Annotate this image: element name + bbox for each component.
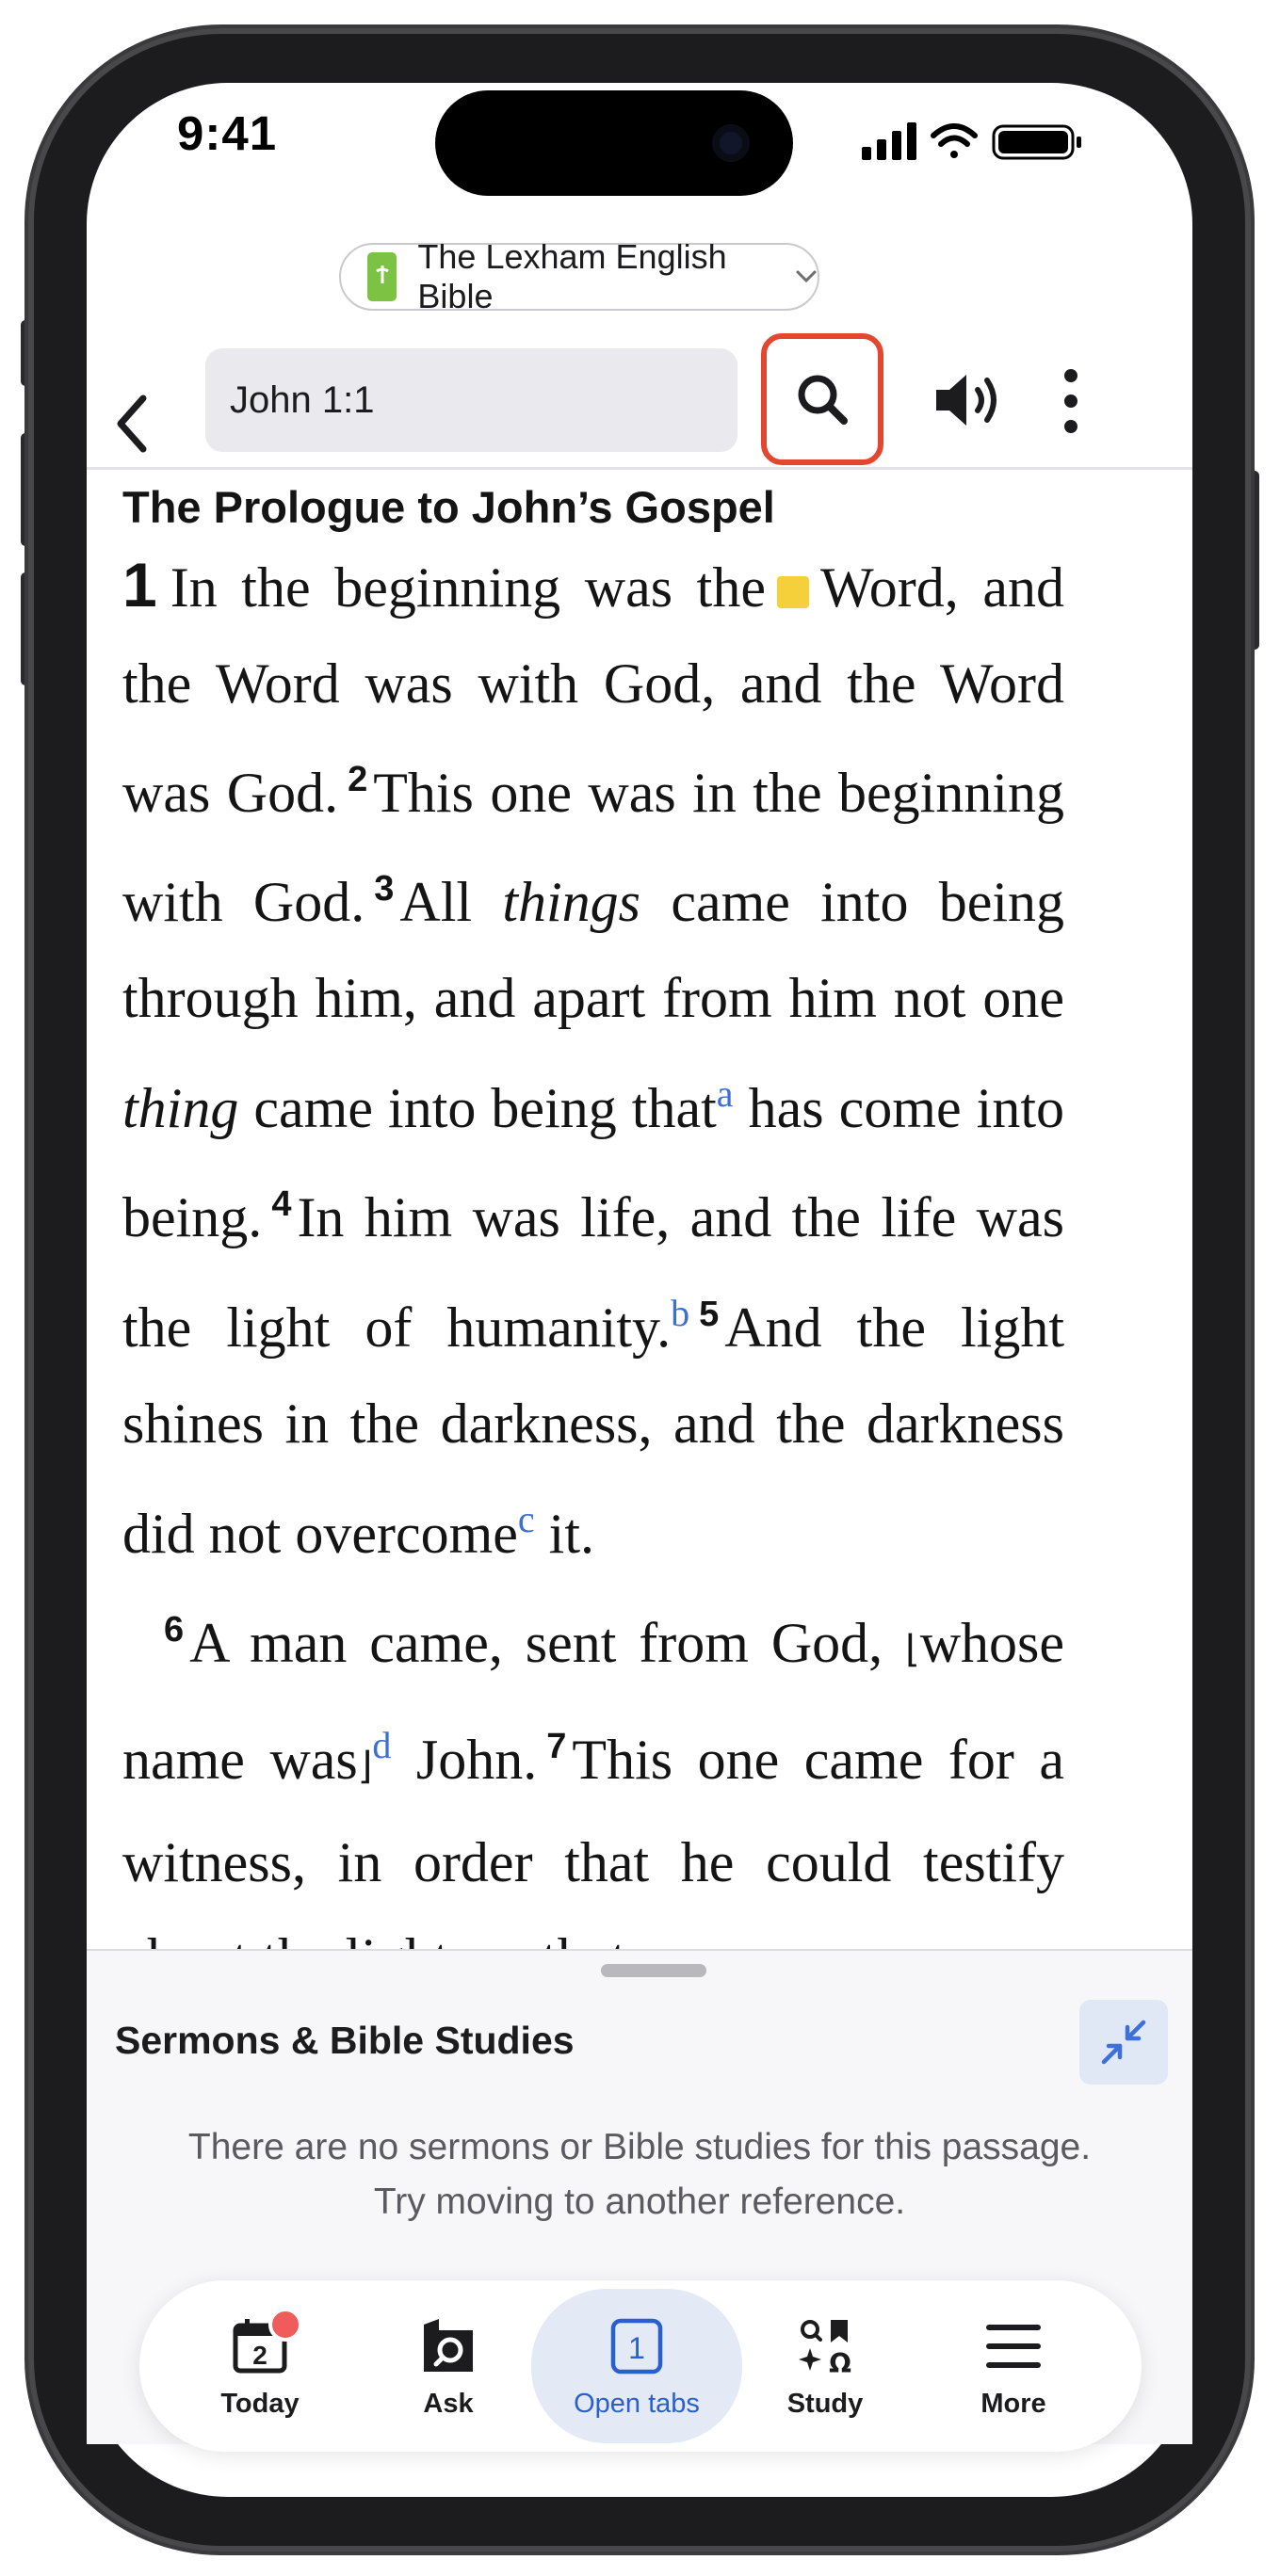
camera-icon: [712, 124, 750, 162]
search-icon: [793, 370, 851, 428]
empty-message-line: Try moving to another reference.: [373, 2182, 906, 2222]
empty-message: [87, 2120, 1192, 2230]
verse-3-text-cont[interactable]: came into being that: [253, 1077, 717, 1139]
screen: [87, 83, 1192, 2497]
note-icon[interactable]: [777, 576, 809, 608]
tab-bar: [139, 2280, 1142, 2452]
search-button[interactable]: [761, 333, 883, 465]
footnote-b-link[interactable]: b: [671, 1292, 690, 1334]
verse-6-text[interactable]: A man came, sent from God,: [189, 1612, 883, 1674]
verse-3-text[interactable]: All: [399, 871, 473, 933]
verse-number: 3: [374, 869, 395, 909]
verse-number: 4: [271, 1184, 292, 1224]
phone-frame: [28, 28, 1251, 2552]
panel-title: Sermons & Bible Studies: [115, 2019, 575, 2062]
verse-6-text-cont[interactable]: whose name was: [122, 1612, 1064, 1791]
panel-grabber[interactable]: [601, 1964, 706, 1977]
verse-3-text-end[interactable]: has come into being.: [122, 1077, 1064, 1248]
audio-button[interactable]: [932, 369, 1008, 431]
speaker-icon: [936, 375, 966, 426]
paragraph-1: [122, 537, 1064, 1582]
chapter-number: 1: [122, 550, 157, 620]
bible-passage: [122, 478, 1064, 1921]
verse-number: 5: [699, 1295, 720, 1334]
verse-6-text-end[interactable]: John.: [415, 1729, 538, 1791]
cellular-signal-icon: [862, 122, 916, 160]
status-icons: [862, 121, 1097, 162]
verse-1-text-cont[interactable]: Word, and the Word was with God, and the Word was God.: [122, 556, 1064, 824]
tab-label: Open tabs: [574, 2388, 700, 2419]
svg-text:Ω: Ω: [829, 2347, 851, 2379]
tab-label: Ask: [423, 2388, 474, 2419]
verse-number: 2: [348, 760, 368, 799]
collapse-icon: [1098, 2017, 1149, 2068]
reference-text: John 1:1: [230, 378, 375, 421]
tab-today[interactable]: [166, 2280, 354, 2452]
bible-selector[interactable]: [339, 237, 819, 315]
bible-title: The Lexham English Bible: [417, 237, 727, 315]
study-icon: [795, 2313, 855, 2379]
tab-label: Study: [786, 2388, 864, 2419]
footnote-d-link[interactable]: d: [372, 1724, 392, 1766]
tabs-icon: [608, 2313, 666, 2379]
verse-number: 7: [546, 1727, 567, 1766]
menu-icon: [984, 2313, 1043, 2379]
tab-open-tabs[interactable]: [531, 2289, 742, 2443]
empty-message-line: There are no sermons or Bible studies for this passage.: [187, 2127, 1092, 2167]
dynamic-island: [435, 90, 793, 196]
italic-word[interactable]: things: [502, 871, 641, 933]
reference-field[interactable]: [205, 348, 737, 452]
tab-ask[interactable]: [354, 2280, 543, 2452]
tab-label: Today: [220, 2388, 300, 2419]
verse-number: 6: [164, 1610, 185, 1650]
power-button: [1250, 471, 1259, 650]
verse-4-text[interactable]: In him was life, and the life was the light of humanity.: [122, 1186, 1064, 1359]
tab-label: More: [980, 2388, 1046, 2419]
calendar-icon: [231, 2313, 289, 2379]
bible-cover-icon: [367, 252, 397, 301]
svg-text:1: 1: [628, 2330, 645, 2365]
tab-study[interactable]: [731, 2280, 919, 2452]
wifi-icon: [933, 126, 975, 158]
verse-5-text-end[interactable]: it.: [548, 1503, 594, 1565]
verse-7-text[interactable]: This one came for a witness, in order that he could testify: [122, 1729, 1064, 1893]
ask-icon: [418, 2313, 478, 2379]
status-time: 9:41: [177, 106, 278, 160]
section-heading: The Prologue to John’s Gospel: [122, 482, 775, 532]
paragraph-2: [122, 1582, 1064, 2006]
back-button[interactable]: [111, 391, 153, 457]
verse-3-text-cont[interactable]: came into being through him, and apart from him not one: [122, 871, 1065, 1029]
bracket-open: ⌊: [905, 1628, 920, 1670]
verse-5-text[interactable]: And the light shines in the darkness, and the darkness did not overcome: [122, 1296, 1064, 1565]
verse-2-text[interactable]: This one was in the beginning with God.: [122, 762, 1065, 933]
notification-badge: [268, 2308, 302, 2342]
italic-word[interactable]: thing: [122, 1077, 239, 1139]
collapse-panel-button[interactable]: [1079, 2000, 1168, 2085]
verse-1-text[interactable]: In the beginning was the: [170, 556, 766, 619]
footnote-c-link[interactable]: c: [517, 1498, 535, 1540]
bible-logo-icon: [372, 263, 393, 291]
more-options-button[interactable]: [1059, 363, 1083, 439]
battery-icon: [994, 126, 1081, 158]
footnote-a-link[interactable]: a: [716, 1072, 734, 1115]
svg-text:2: 2: [252, 2340, 267, 2370]
tab-more[interactable]: [919, 2280, 1108, 2452]
chevron-down-icon: [795, 269, 818, 284]
toolbar-divider: [87, 467, 1192, 470]
bracket-close: ⌋: [357, 1745, 373, 1787]
